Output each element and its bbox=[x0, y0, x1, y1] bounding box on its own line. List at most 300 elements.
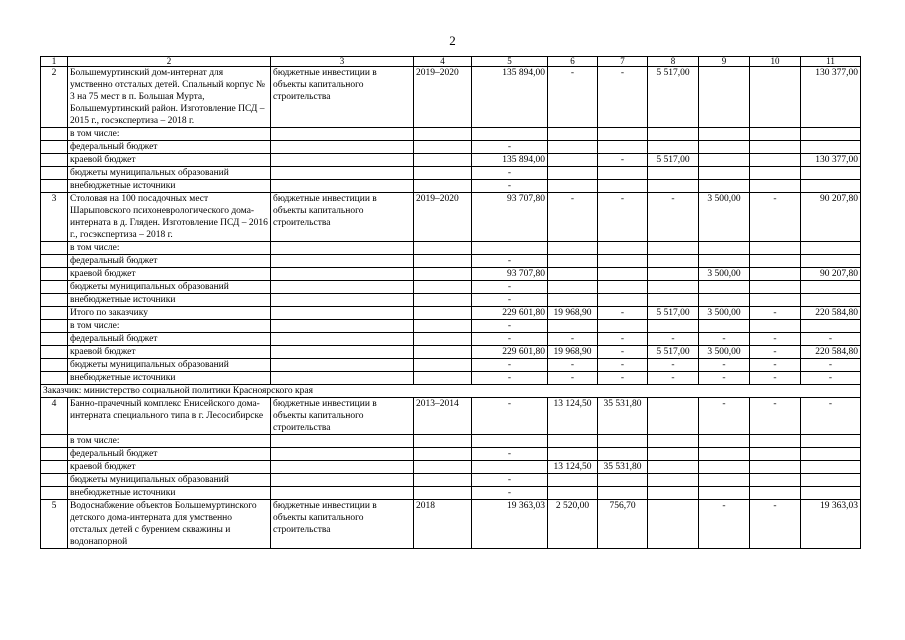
investment-type-cell bbox=[271, 320, 414, 333]
amount-cell: - bbox=[472, 398, 548, 435]
amount-cell bbox=[548, 154, 598, 167]
amount-cell bbox=[548, 487, 598, 500]
object-name-cell: Итого по заказчику bbox=[68, 307, 271, 320]
breakdown-row bbox=[41, 372, 861, 385]
amount-cell: 3 500,00 bbox=[699, 346, 750, 359]
amount-cell: - bbox=[472, 474, 548, 487]
amount-cell: - bbox=[598, 359, 648, 372]
amount-cell bbox=[598, 268, 648, 281]
amount-cell: - bbox=[750, 193, 801, 242]
amount-cell: - bbox=[548, 333, 598, 346]
amount-cell: - bbox=[472, 448, 548, 461]
amount-cell bbox=[648, 180, 699, 193]
amount-cell bbox=[699, 294, 750, 307]
breakdown-row bbox=[41, 333, 861, 346]
amount-cell bbox=[801, 448, 861, 461]
period-cell bbox=[414, 372, 472, 385]
amount-cell bbox=[699, 242, 750, 255]
investment-type-cell bbox=[271, 141, 414, 154]
amount-cell: - bbox=[472, 141, 548, 154]
amount-cell bbox=[472, 435, 548, 448]
amount-cell: - bbox=[648, 372, 699, 385]
amount-cell bbox=[648, 281, 699, 294]
amount-cell: 130 377,00 bbox=[801, 67, 861, 128]
investment-type-cell bbox=[271, 346, 414, 359]
amount-cell: 90 207,80 bbox=[801, 268, 861, 281]
object-name-cell: краевой бюджет bbox=[68, 461, 271, 474]
row-number-cell bbox=[41, 180, 68, 193]
breakdown-row bbox=[41, 294, 861, 307]
amount-cell bbox=[699, 474, 750, 487]
item-row bbox=[41, 500, 861, 549]
amount-cell bbox=[750, 141, 801, 154]
amount-cell: - bbox=[598, 154, 648, 167]
row-number-cell bbox=[41, 255, 68, 268]
row-number-cell: 3 bbox=[41, 193, 68, 242]
amount-cell bbox=[750, 320, 801, 333]
amount-cell: - bbox=[472, 359, 548, 372]
object-name-cell: краевой бюджет bbox=[68, 268, 271, 281]
amount-cell bbox=[598, 128, 648, 141]
row-number-cell bbox=[41, 154, 68, 167]
investment-type-cell bbox=[271, 255, 414, 268]
amount-cell bbox=[750, 294, 801, 307]
amount-cell: - bbox=[598, 372, 648, 385]
column-header: 10 bbox=[750, 57, 801, 67]
amount-cell bbox=[648, 167, 699, 180]
amount-cell: - bbox=[472, 294, 548, 307]
amount-cell: 93 707,80 bbox=[472, 193, 548, 242]
object-name-cell: внебюджетные источники bbox=[68, 180, 271, 193]
object-name-cell: в том числе: bbox=[68, 128, 271, 141]
amount-cell bbox=[801, 294, 861, 307]
investment-type-cell bbox=[271, 474, 414, 487]
amount-cell bbox=[598, 448, 648, 461]
object-name-cell: краевой бюджет bbox=[68, 346, 271, 359]
object-name-cell: бюджеты муниципальных образований bbox=[68, 167, 271, 180]
column-header: 5 bbox=[472, 57, 548, 67]
amount-cell bbox=[699, 180, 750, 193]
amount-cell: - bbox=[598, 346, 648, 359]
section-header-row bbox=[41, 385, 861, 398]
amount-cell bbox=[648, 294, 699, 307]
period-cell bbox=[414, 128, 472, 141]
amount-cell: - bbox=[750, 500, 801, 549]
breakdown-row bbox=[41, 320, 861, 333]
amount-cell: 19 363,03 bbox=[801, 500, 861, 549]
amount-cell bbox=[801, 255, 861, 268]
period-cell bbox=[414, 294, 472, 307]
period-cell bbox=[414, 435, 472, 448]
amount-cell bbox=[750, 268, 801, 281]
breakdown-row bbox=[41, 141, 861, 154]
amount-cell bbox=[699, 154, 750, 167]
amount-cell bbox=[648, 255, 699, 268]
amount-cell: 5 517,00 bbox=[648, 307, 699, 320]
column-header: 6 bbox=[548, 57, 598, 67]
investment-type-cell bbox=[271, 128, 414, 141]
amount-cell bbox=[699, 141, 750, 154]
amount-cell: 229 601,80 bbox=[472, 307, 548, 320]
amount-cell bbox=[648, 487, 699, 500]
column-header: 4 bbox=[414, 57, 472, 67]
amount-cell bbox=[801, 281, 861, 294]
breakdown-row bbox=[41, 128, 861, 141]
amount-cell: - bbox=[750, 398, 801, 435]
row-number-cell bbox=[41, 268, 68, 281]
object-name-cell: внебюджетные источники bbox=[68, 372, 271, 385]
amount-cell bbox=[548, 167, 598, 180]
row-number-cell bbox=[41, 474, 68, 487]
column-header: 9 bbox=[699, 57, 750, 67]
investment-type-cell bbox=[271, 487, 414, 500]
breakdown-row bbox=[41, 435, 861, 448]
amount-cell: - bbox=[750, 346, 801, 359]
amount-cell: 220 584,80 bbox=[801, 307, 861, 320]
amount-cell bbox=[548, 268, 598, 281]
amount-cell bbox=[699, 448, 750, 461]
amount-cell: - bbox=[648, 359, 699, 372]
breakdown-row bbox=[41, 448, 861, 461]
amount-cell: 756,70 bbox=[598, 500, 648, 549]
breakdown-row bbox=[41, 346, 861, 359]
amount-cell: - bbox=[598, 307, 648, 320]
amount-cell bbox=[699, 281, 750, 294]
amount-cell: - bbox=[598, 67, 648, 128]
period-cell: 2018 bbox=[414, 500, 472, 549]
amount-cell: - bbox=[472, 320, 548, 333]
period-cell bbox=[414, 167, 472, 180]
column-header: 11 bbox=[801, 57, 861, 67]
amount-cell: - bbox=[699, 359, 750, 372]
breakdown-row bbox=[41, 461, 861, 474]
period-cell bbox=[414, 307, 472, 320]
amount-cell bbox=[699, 320, 750, 333]
row-number-cell bbox=[41, 359, 68, 372]
amount-cell: 93 707,80 bbox=[472, 268, 548, 281]
amount-cell bbox=[548, 141, 598, 154]
breakdown-row bbox=[41, 474, 861, 487]
item-row bbox=[41, 67, 861, 128]
row-number-cell bbox=[41, 372, 68, 385]
breakdown-row bbox=[41, 487, 861, 500]
amount-cell bbox=[801, 461, 861, 474]
amount-cell bbox=[801, 242, 861, 255]
row-number-cell bbox=[41, 307, 68, 320]
object-name-cell: в том числе: bbox=[68, 435, 271, 448]
amount-cell bbox=[472, 461, 548, 474]
amount-cell: - bbox=[472, 281, 548, 294]
amount-cell: - bbox=[472, 255, 548, 268]
period-cell bbox=[414, 242, 472, 255]
amount-cell: 5 517,00 bbox=[648, 346, 699, 359]
period-cell bbox=[414, 359, 472, 372]
amount-cell: 3 500,00 bbox=[699, 268, 750, 281]
amount-cell: - bbox=[472, 180, 548, 193]
amount-cell bbox=[598, 180, 648, 193]
row-number-cell bbox=[41, 242, 68, 255]
investment-type-cell bbox=[271, 372, 414, 385]
column-header: 7 bbox=[598, 57, 648, 67]
period-cell bbox=[414, 448, 472, 461]
investment-type-cell bbox=[271, 359, 414, 372]
amount-cell bbox=[598, 294, 648, 307]
period-cell: 2013–2014 bbox=[414, 398, 472, 435]
amount-cell bbox=[548, 242, 598, 255]
section-title: Заказчик: министерство социальной политики Красноярского края bbox=[41, 385, 861, 398]
amount-cell: - bbox=[598, 193, 648, 242]
amount-cell bbox=[648, 435, 699, 448]
investment-type-cell bbox=[271, 154, 414, 167]
breakdown-row bbox=[41, 359, 861, 372]
amount-cell bbox=[598, 281, 648, 294]
amount-cell bbox=[801, 474, 861, 487]
breakdown-row bbox=[41, 154, 861, 167]
amount-cell: 13 124,50 bbox=[548, 398, 598, 435]
object-name-cell: внебюджетные источники bbox=[68, 487, 271, 500]
amount-cell bbox=[648, 398, 699, 435]
amount-cell bbox=[699, 487, 750, 500]
amount-cell bbox=[750, 281, 801, 294]
investment-type-cell bbox=[271, 268, 414, 281]
period-cell bbox=[414, 255, 472, 268]
period-cell bbox=[414, 141, 472, 154]
amount-cell bbox=[548, 128, 598, 141]
row-number-cell bbox=[41, 128, 68, 141]
amount-cell: 130 377,00 bbox=[801, 154, 861, 167]
object-name-cell: федеральный бюджет bbox=[68, 333, 271, 346]
amount-cell: - bbox=[472, 333, 548, 346]
budget-table bbox=[40, 56, 861, 549]
amount-cell bbox=[472, 242, 548, 255]
breakdown-row bbox=[41, 281, 861, 294]
amount-cell: - bbox=[548, 372, 598, 385]
amount-cell bbox=[699, 461, 750, 474]
amount-cell: - bbox=[801, 398, 861, 435]
amount-cell: - bbox=[801, 372, 861, 385]
breakdown-row bbox=[41, 242, 861, 255]
investment-type-cell bbox=[271, 307, 414, 320]
amount-cell bbox=[598, 320, 648, 333]
amount-cell: - bbox=[699, 500, 750, 549]
row-number-cell bbox=[41, 294, 68, 307]
amount-cell: - bbox=[548, 67, 598, 128]
amount-cell bbox=[548, 448, 598, 461]
amount-cell: - bbox=[750, 359, 801, 372]
amount-cell: 135 894,00 bbox=[472, 154, 548, 167]
amount-cell: - bbox=[472, 167, 548, 180]
period-cell bbox=[414, 461, 472, 474]
amount-cell bbox=[472, 128, 548, 141]
amount-cell: - bbox=[750, 307, 801, 320]
period-cell: 2019–2020 bbox=[414, 67, 472, 128]
amount-cell: 5 517,00 bbox=[648, 67, 699, 128]
page-number: 2 bbox=[449, 33, 456, 48]
row-number-cell: 2 bbox=[41, 67, 68, 128]
period-cell bbox=[414, 281, 472, 294]
amount-cell bbox=[750, 474, 801, 487]
row-number-cell bbox=[41, 333, 68, 346]
period-cell bbox=[414, 487, 472, 500]
row-number-cell bbox=[41, 281, 68, 294]
amount-cell bbox=[801, 320, 861, 333]
object-name-cell: в том числе: bbox=[68, 242, 271, 255]
amount-cell: - bbox=[750, 372, 801, 385]
amount-cell: 135 894,00 bbox=[472, 67, 548, 128]
item-row bbox=[41, 193, 861, 242]
investment-type-cell bbox=[271, 435, 414, 448]
investment-type-cell bbox=[271, 167, 414, 180]
amount-cell bbox=[548, 281, 598, 294]
column-number-row bbox=[41, 57, 861, 67]
row-number-cell bbox=[41, 487, 68, 500]
investment-type-cell: бюджетные инвестиции в объекты капитального строительства bbox=[271, 398, 414, 435]
amount-cell bbox=[750, 255, 801, 268]
amount-cell bbox=[750, 448, 801, 461]
amount-cell bbox=[750, 242, 801, 255]
amount-cell: 19 363,03 bbox=[472, 500, 548, 549]
amount-cell bbox=[648, 474, 699, 487]
breakdown-row bbox=[41, 268, 861, 281]
row-number-cell bbox=[41, 141, 68, 154]
amount-cell: 3 500,00 bbox=[699, 307, 750, 320]
row-number-cell: 5 bbox=[41, 500, 68, 549]
amount-cell: 13 124,50 bbox=[548, 461, 598, 474]
amount-cell bbox=[699, 435, 750, 448]
amount-cell bbox=[548, 474, 598, 487]
amount-cell bbox=[548, 435, 598, 448]
amount-cell bbox=[598, 242, 648, 255]
amount-cell: - bbox=[472, 372, 548, 385]
row-number-cell bbox=[41, 167, 68, 180]
investment-type-cell bbox=[271, 333, 414, 346]
object-name-cell: Водоснабжение объектов Большемуртинского детского дома-интерната для умственно отсталых детей с бурением скважины и водонапорной bbox=[68, 500, 271, 549]
amount-cell: - bbox=[648, 193, 699, 242]
investment-type-cell bbox=[271, 294, 414, 307]
row-number-cell bbox=[41, 448, 68, 461]
amount-cell bbox=[648, 500, 699, 549]
amount-cell bbox=[548, 294, 598, 307]
object-name-cell: Большемуртинский дом-интернат для умственно отсталых детей. Спальный корпус № 3 на 75 мест в п. Большая Мурта, Большемуртинский район. Изготовление ПСД – 2015 г., госэкспертиза – 2018 г. bbox=[68, 67, 271, 128]
period-cell bbox=[414, 474, 472, 487]
amount-cell bbox=[548, 320, 598, 333]
amount-cell bbox=[750, 180, 801, 193]
breakdown-row bbox=[41, 167, 861, 180]
amount-cell bbox=[648, 461, 699, 474]
amount-cell bbox=[699, 255, 750, 268]
amount-cell bbox=[598, 474, 648, 487]
amount-cell bbox=[598, 141, 648, 154]
column-header: 3 bbox=[271, 57, 414, 67]
object-name-cell: федеральный бюджет bbox=[68, 141, 271, 154]
amount-cell: - bbox=[699, 333, 750, 346]
amount-cell: 35 531,80 bbox=[598, 461, 648, 474]
amount-cell: - bbox=[472, 487, 548, 500]
amount-cell: 5 517,00 bbox=[648, 154, 699, 167]
amount-cell bbox=[750, 461, 801, 474]
object-name-cell: Столовая на 100 посадочных мест Шарыповского психоневрологического дома-интерната в д. Гляден. Изготовление ПСД – 2016 г., госэкспертиза – 2018 г. bbox=[68, 193, 271, 242]
object-name-cell: Банно-прачечный комплекс Енисейского дома-интерната специального типа в г. Лесосибирске bbox=[68, 398, 271, 435]
investment-type-cell bbox=[271, 242, 414, 255]
amount-cell bbox=[801, 435, 861, 448]
amount-cell: 90 207,80 bbox=[801, 193, 861, 242]
period-cell bbox=[414, 268, 472, 281]
object-name-cell: внебюджетные источники bbox=[68, 294, 271, 307]
amount-cell bbox=[648, 141, 699, 154]
amount-cell: - bbox=[648, 333, 699, 346]
amount-cell bbox=[801, 180, 861, 193]
amount-cell: - bbox=[598, 333, 648, 346]
amount-cell: - bbox=[801, 333, 861, 346]
object-name-cell: бюджеты муниципальных образований bbox=[68, 281, 271, 294]
amount-cell bbox=[750, 167, 801, 180]
amount-cell: - bbox=[801, 359, 861, 372]
object-name-cell: бюджеты муниципальных образований bbox=[68, 474, 271, 487]
breakdown-row bbox=[41, 307, 861, 320]
item-row bbox=[41, 398, 861, 435]
object-name-cell: в том числе: bbox=[68, 320, 271, 333]
row-number-cell bbox=[41, 461, 68, 474]
period-cell: 2019–2020 bbox=[414, 193, 472, 242]
amount-cell bbox=[750, 435, 801, 448]
period-cell bbox=[414, 154, 472, 167]
amount-cell bbox=[750, 128, 801, 141]
amount-cell bbox=[598, 435, 648, 448]
column-header: 1 bbox=[41, 57, 68, 67]
period-cell bbox=[414, 320, 472, 333]
amount-cell: 229 601,80 bbox=[472, 346, 548, 359]
amount-cell bbox=[801, 487, 861, 500]
amount-cell: - bbox=[750, 333, 801, 346]
amount-cell: - bbox=[699, 398, 750, 435]
amount-cell bbox=[548, 180, 598, 193]
amount-cell bbox=[648, 320, 699, 333]
amount-cell bbox=[598, 487, 648, 500]
amount-cell: - bbox=[548, 359, 598, 372]
investment-type-cell: бюджетные инвестиции в объекты капитального строительства bbox=[271, 500, 414, 549]
breakdown-row bbox=[41, 255, 861, 268]
table-body bbox=[41, 57, 861, 549]
row-number-cell bbox=[41, 346, 68, 359]
amount-cell bbox=[648, 242, 699, 255]
period-cell bbox=[414, 180, 472, 193]
amount-cell bbox=[699, 128, 750, 141]
amount-cell: 3 500,00 bbox=[699, 193, 750, 242]
amount-cell bbox=[801, 167, 861, 180]
investment-type-cell bbox=[271, 281, 414, 294]
investment-type-cell: бюджетные инвестиции в объекты капитального строительства bbox=[271, 193, 414, 242]
object-name-cell: бюджеты муниципальных образований bbox=[68, 359, 271, 372]
investment-type-cell bbox=[271, 448, 414, 461]
investment-type-cell bbox=[271, 180, 414, 193]
amount-cell bbox=[750, 487, 801, 500]
amount-cell bbox=[648, 448, 699, 461]
amount-cell bbox=[750, 154, 801, 167]
amount-cell: 35 531,80 bbox=[598, 398, 648, 435]
amount-cell: 2 520,00 bbox=[548, 500, 598, 549]
column-header: 8 bbox=[648, 57, 699, 67]
object-name-cell: краевой бюджет bbox=[68, 154, 271, 167]
period-cell bbox=[414, 333, 472, 346]
row-number-cell: 4 bbox=[41, 398, 68, 435]
amount-cell bbox=[801, 141, 861, 154]
row-number-cell bbox=[41, 320, 68, 333]
amount-cell bbox=[548, 255, 598, 268]
amount-cell: - bbox=[699, 372, 750, 385]
amount-cell bbox=[699, 67, 750, 128]
object-name-cell: федеральный бюджет bbox=[68, 255, 271, 268]
amount-cell bbox=[598, 255, 648, 268]
